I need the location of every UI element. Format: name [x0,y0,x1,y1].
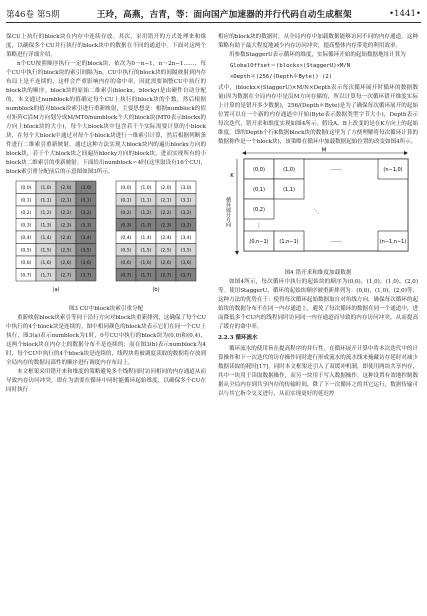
grid-b-cell-label: (3,6) [180,261,192,267]
grid-a-cell-label: (2,6) [60,261,72,267]
grid-b-cell-label: (2,0) [160,186,172,192]
section-heading: 2.2.3 循环流水 [218,335,258,341]
block-cell-label: (1,0) [283,167,295,173]
grid-a-cell-label: (1,0) [40,186,52,192]
block-cell-label: (0,0) [253,167,265,173]
figure-3-caption: 图3 CU中block块索引重分配 [68,306,144,312]
grid-b-cell-label: (3,1) [180,198,192,204]
grid-a-cell-label: (3,0) [80,186,92,192]
grid-b-cell-label: (2,2) [160,211,172,217]
block-cell-label: (1,n−1) [279,239,299,245]
grid-a-cell-label: (2,1) [60,198,72,204]
grid-a-cell-label: (2,2) [60,211,72,217]
arrow-head-icon [242,151,246,155]
equation-line: ×Depth＊(256/(Depth＊Byte)) (2) [230,74,333,80]
grid-a-cell-label: (3,7) [80,273,92,279]
subfigure-b-label: (b) [152,287,160,293]
block-cell-label: (0,1) [253,187,265,193]
subfigure-a-label: (a) [52,287,60,293]
grid-a-cell-label: (0,5) [20,248,32,254]
grid-a-cell-label: (2,4) [60,236,72,242]
block-cell-label: (0,2) [253,207,265,213]
grid-a-cell-label: (1,7) [40,273,52,279]
paragraph: 用参数StaggerU表示循环的维度，实际循环开始的起始数据地址计算为 [229,52,406,58]
grid-a-cell-label: (3,6) [80,261,92,267]
right-column [218,33,418,399]
grid-a-cell-label: (3,2) [80,211,92,217]
figure-4-caption: 图4 错开求和维度加载数据 [284,270,352,276]
block-cell-label: (0,n−1) [249,239,269,245]
grid-b-cell-label: (0,4) [120,236,132,242]
grid-b-cell-label: (1,4) [140,236,152,242]
figure-3-graphic [6,177,206,299]
paragraph: n个CU按照顺序执行一定的block块，依次为0～n−1，n～2n−1……，每个CU中执行的block块的索引间隔为n。CU中执行的block块的间隔映射到内存布局上是不连续的，这样会严重影响内存的命中率，因此需要调整CU中执行的block块的顺序。block块的原始二维索引(blockx，blocky)是由硬件自动分配的，本文通过numblock的值确定每个CU上执行的block块的个数，然后根据numblock的值对block块索引进行重新映射，主要思想是：根据numblock的值对矩阵C沿M方向划分成M/MT0/numblock个大的block块(MT0表示blockx的方向上block块的大小)，每个大block块中包含若干个实际需要计算的小block块，在每个大block中通过对每个小block块进行一维索引计算，然后根据列断条件进行二维索引重新映射，通过这种方法实现大block块内的遍历blockx方向的block块，若干个大block块之间遍历blocky方向的block块，进而实现所有的小block块二维索引的重新映射。下面给出numblock＝4时(这里取设有16个CU)，block索引重分配前后的示意图如图3所示。 [6,61,206,175]
ellipsis: ⋮ [256,222,262,229]
grid-b-cell-label: (3,3) [180,223,192,229]
grid-a-cell-label: (1,2) [40,211,52,217]
grid-b-cell-label: (2,1) [160,198,172,204]
grid-a-cell-label: (0,2) [20,211,32,217]
equation-line: GlobalOffset＝(blockx×(StaggerU)×M/N [230,63,351,69]
grid-a-cell-label: (0,0) [20,186,32,192]
page-number: •1441• [388,9,421,19]
grid-b-cell-label: (0,2) [120,211,132,217]
grid-a-cell-label: (1,6) [40,261,52,267]
paragraph: 式中，(blockx×(StaggerU)×M/N×Depth表示每次循环展开时循环的数据数量(因为数据在全局内存中是沿M方向存储的，所以计算每一次循环错开维度实际上计算的是错开多少数据)，256/(Depth＊Byte)是为了确保每次循环展开的起始位置可以在一个新的内存通道中开始(Byte表示数据类型字节大小)，Depth表示每次迭代，错开求和维度实现如图4所示，假设A、B上改变的是在K方向上的起始维度，即的Depth个行K数据block块的数据(这里为了方便理解将每次循环计算的数据称作是一个block块)，该策略在循环中加载数据起始位置的改变如图4所示。 [218,85,418,145]
grid-a-cell-label: (1,1) [40,198,52,204]
grid-a-cell-label: (3,3) [80,223,92,229]
ellipsis: ⋱ [313,208,319,215]
loop-direction-label: 循环展开方向 [225,197,231,227]
grid-b-cell-label: (1,1) [140,198,152,204]
grid-a-cell-label: (0,3) [20,223,32,229]
arrow-head-icon [404,151,408,155]
grid-a-cell-label: (2,5) [60,248,72,254]
ellipsis: …… [330,165,342,172]
journal-volume: 第46卷 第5期 [6,10,60,20]
m-label: M [321,147,327,154]
paragraph: 如图4所示，每次循环中执行的起始块的顺序为(0,0)，(1,0)，(1,0)，(2,0)等。使用StaggerU，循环的起始块顺序被重新排列为：(0,0)，(1,0)，(2,0)等，这种方法的优势在于：使得每次循环起始数据取自对角线方向，确保每次循环的起始块的数据分布不在同一内存通道上，避免了每次循环的数据在同一个通道中，进而降低多个CU内的线程同时访问同一内存通道而导致的内存访问冲突，从而提高了缓存的命中率。 [218,279,418,330]
k-label: K [230,173,234,179]
grid-b-cell-label: (0,1) [120,198,132,204]
ellipsis: …… [330,237,342,244]
grid-b-cell-label: (1,2) [140,211,152,217]
grid-a-cell-label: (2,0) [60,186,72,192]
grid-b-cell-label: (0,7) [120,273,132,279]
block-cell-label: (n−1,n−1) [379,239,407,245]
grid-a-cell-label: (0,4) [20,236,32,242]
grid-b-cell-label: (0,0) [120,186,132,192]
grid-b-cell-label: (1,7) [140,273,152,279]
grid-a-cell-label: (3,5) [80,248,92,254]
grid-a-cell-label: (0,7) [20,273,32,279]
paragraph: 重新映射block块索引等同于沿行方向对block块重新排列，这确保了每个CU中执行的4个block块是连续的。图中相同颜色的block块表示它们在同一个CU上执行，图3(a)表示numblock为1时，0号CU中执行的block块为(0,0)和(0,4)，这两个block块在内存上的数据分布不是连续的；而在图3(b)表示numblock为4时，每个CU中执行的4个block块是连续的，线程块将被调度读取的数据将存放到全局内存的数据局部性的顺序进行调度内存布局上。 [6,315,206,366]
arrow-head-icon [235,251,239,255]
grid-a-cell-label: (1,3) [40,223,52,229]
running-title: 王玲，高燕，吉青，等：面向国产加速器的并行代码自动生成框架 [96,10,352,20]
grid-b-cell-label: (0,3) [120,223,132,229]
paragraph: 本文框架采用错开来和维度的策略避免多个线程同时访问相同的内存通道从而导致内存访问冲突，即在为需要在循环中同时能循环起始维度，以确保多个CU在同时执行 [6,369,206,393]
figure-4-graphic [218,147,418,263]
grid-a-cell-label: (3,1) [80,198,92,204]
grid-a-cell-label: (2,7) [60,273,72,279]
paragraph: 循环流水的使用旨在提高程序的并行性，在循环展开计算中将本次迭代中的计算操作和下一次迭代的访存操作同时进行形成流水的流水线来掩藏访存延时对减少数据读取的耗时[17]。同时本文框架还引入了双缓冲机制，即使用两块共享内存，其中一块用于读取数据操作，而另一块用于写入数据操作。这种设置有效地控制数据从全局内存到共享内存的传输时间，降了下一次循环之的其它运行，数据传输可以与其它指令交叉进行，从而实现更好的延迟控 [218,346,418,397]
grid-b-cell-label: (0,5) [120,248,132,254]
grid-a-cell-label: (3,4) [80,236,92,242]
grid-b-cell-label: (2,3) [160,223,172,229]
grid-a-cell-label: (1,5) [40,248,52,254]
grid-b-cell-label: (3,4) [180,236,192,242]
grid-b-cell-label: (1,5) [140,248,152,254]
grid-b-cell-label: (2,4) [160,236,172,242]
block-cell-label: (n−1,0) [383,167,403,173]
grid-a-cell-label: (2,3) [60,223,72,229]
grid-a-cell-label: (1,4) [40,236,52,242]
paragraph: 保CU上执行的block块在内存中连续存放。其次，采用错开的方式处理来和维度，以确保多个CU并行执行的block块中的数据在不同的通道中。下面对这两个策略进行详细介绍。 [6,34,206,58]
grid-b-cell-label: (3,2) [180,211,192,217]
grid-b-cell-label: (1,0) [140,186,152,192]
grid-b-cell-label: (2,5) [160,248,172,254]
grid-b-cell-label: (3,5) [180,248,192,254]
grid-b-cell-label: (1,6) [140,261,152,267]
figure-4 [218,147,418,278]
grid-b-cell-label: (2,6) [160,261,172,267]
figure-3 [6,177,206,314]
grid-a-cell-label: (0,1) [20,198,32,204]
left-column [6,33,206,395]
block-cell-label: (1,1) [283,187,295,193]
grid-b-cell-label: (1,3) [140,223,152,229]
grid-b-cell-label: (0,6) [120,261,132,267]
grid-a-cell-label: (0,6) [20,261,32,267]
grid-b-cell-label: (3,7) [180,273,192,279]
paragraph: 相应的block块的数据时，从全局内存中加载数据能够访问不同的内存通道。这种策略有助于最大程度地减少内存访问冲突，提高整体内存带宽的利用效率。 [218,34,418,49]
grid-b-cell-label: (2,7) [160,273,172,279]
page-header [6,6,421,23]
grid-b-cell-label: (3,0) [180,186,192,192]
